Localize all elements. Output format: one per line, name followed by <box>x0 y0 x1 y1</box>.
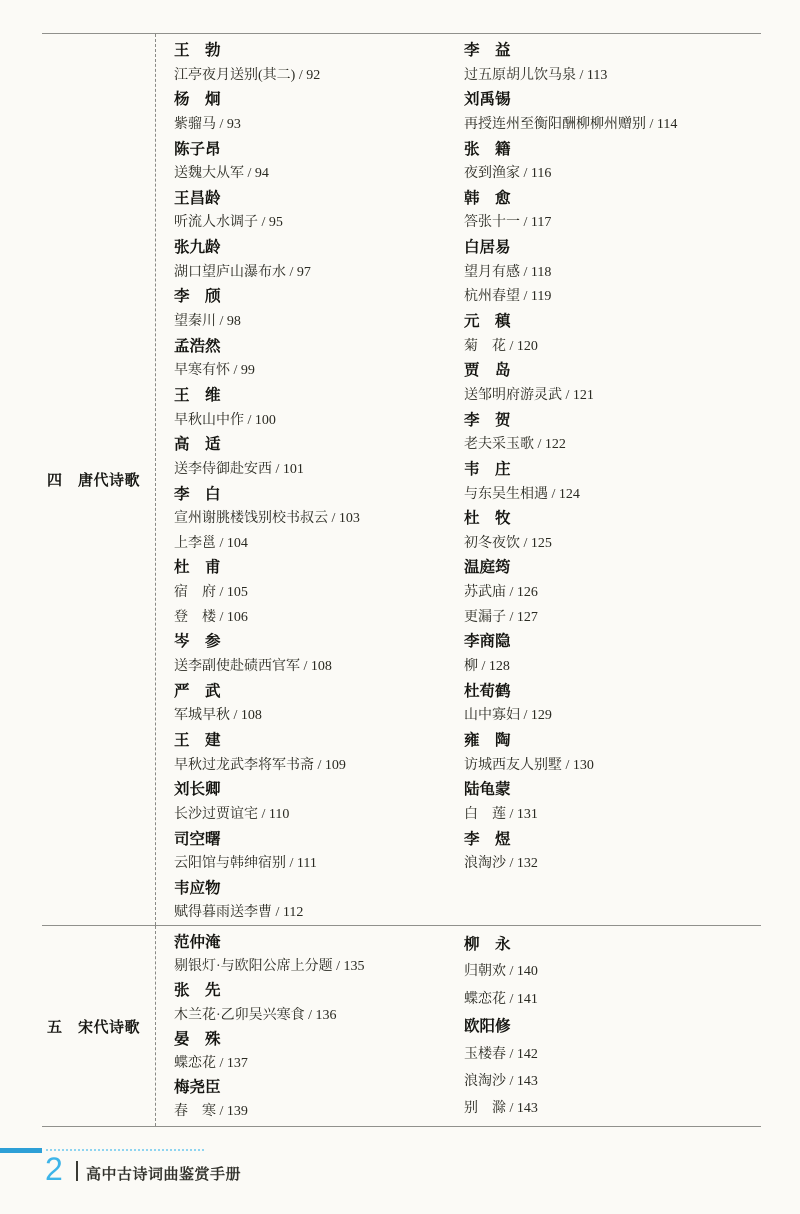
toc-poem-title: 送李侍御赴安西 / 101 <box>174 461 304 477</box>
table-of-contents <box>42 33 761 1127</box>
toc-poet-name: 王 建 <box>174 731 221 749</box>
toc-columns <box>156 926 761 1126</box>
section-tang-poetry <box>42 34 761 926</box>
toc-columns <box>156 34 761 925</box>
toc-poet-name: 张 先 <box>174 982 221 1000</box>
footer-dotted-line <box>46 1149 204 1151</box>
toc-poem-title: 浪淘沙 / 132 <box>464 856 538 872</box>
toc-poet-name: 范仲淹 <box>174 934 221 951</box>
toc-poem-title: 答张十一 / 117 <box>464 215 552 231</box>
toc-poem-title: 送邹明府游灵武 / 121 <box>464 387 594 403</box>
toc-poet-name: 温庭筠 <box>464 559 511 577</box>
page-number: 2 <box>45 1151 63 1187</box>
toc-poem-title: 玉楼春 / 142 <box>464 1046 538 1062</box>
toc-column-right <box>464 39 761 925</box>
toc-poet-name: 王昌龄 <box>174 189 221 207</box>
toc-poet-name: 司空曙 <box>174 830 221 848</box>
toc-poet-name: 李 贺 <box>464 411 511 429</box>
toc-poet-name: 张九龄 <box>174 239 221 257</box>
toc-poem-title: 访城西友人别墅 / 130 <box>464 757 594 773</box>
toc-poet-name: 李 益 <box>464 42 511 59</box>
toc-poet-name: 李 煜 <box>464 830 511 848</box>
toc-poem-title: 蝶恋花 / 141 <box>464 991 538 1007</box>
toc-poet-name: 元 稹 <box>464 313 511 331</box>
toc-poem-title: 与东吴生相遇 / 124 <box>464 486 580 502</box>
toc-poet-name: 王 维 <box>174 386 221 404</box>
toc-poem-title: 登 楼 / 106 <box>174 609 248 625</box>
toc-poet-name: 刘禹锡 <box>464 91 511 109</box>
toc-poet-name: 杜 牧 <box>464 510 511 528</box>
toc-poet-name: 白居易 <box>464 239 511 257</box>
toc-poet-name: 柳 永 <box>464 936 511 953</box>
toc-poem-title: 紫骝马 / 93 <box>174 116 241 132</box>
toc-poem-title: 听流人水调子 / 95 <box>174 215 283 231</box>
section-label-tang <box>42 34 156 925</box>
toc-poem-title: 别 滁 / 143 <box>464 1101 538 1117</box>
toc-poem-title: 早寒有怀 / 99 <box>174 363 255 379</box>
toc-column-left <box>174 931 464 1126</box>
toc-poem-title: 菊 花 / 120 <box>464 338 538 354</box>
toc-poet-name: 杜荀鹤 <box>464 682 511 700</box>
toc-poem-title: 初冬夜饮 / 125 <box>464 535 552 551</box>
toc-poem-title: 送魏大从军 / 94 <box>174 166 269 182</box>
toc-poem-title: 过五原胡儿饮马泉 / 113 <box>464 67 608 83</box>
toc-poem-title: 春 寒 / 139 <box>174 1104 248 1120</box>
toc-poet-name: 韩 愈 <box>464 189 511 207</box>
toc-poem-title: 蝶恋花 / 137 <box>174 1055 248 1071</box>
toc-poet-name: 杨 炯 <box>174 91 221 109</box>
toc-poem-title: 木兰花·乙卯吴兴寒食 / 136 <box>174 1007 337 1023</box>
toc-poem-title: 山中寡妇 / 129 <box>464 708 552 724</box>
toc-poem-title: 早秋山中作 / 100 <box>174 412 276 428</box>
book-title: 高中古诗词曲鉴赏手册 <box>86 1166 242 1183</box>
footer-accent-bar <box>0 1148 42 1153</box>
toc-poet-name: 韦 庄 <box>464 460 511 478</box>
toc-poet-name: 陈子昂 <box>174 140 221 158</box>
toc-poet-name: 杜 甫 <box>174 559 221 577</box>
toc-poem-title: 浪淘沙 / 143 <box>464 1073 538 1089</box>
toc-poet-name: 张 籍 <box>464 140 511 158</box>
toc-poet-name: 李 白 <box>174 485 221 503</box>
toc-poet-name: 晏 殊 <box>174 1030 221 1048</box>
toc-poet-name: 岑 参 <box>174 633 221 651</box>
toc-poem-title: 上李邕 / 104 <box>174 535 248 551</box>
toc-poet-name: 欧阳修 <box>464 1018 511 1036</box>
toc-poem-title: 宿 府 / 105 <box>174 585 248 601</box>
toc-poem-title: 苏武庙 / 126 <box>464 585 538 601</box>
toc-poet-name: 雍 陶 <box>464 731 511 749</box>
toc-poem-title: 剔银灯·与欧阳公席上分题 / 135 <box>174 959 365 975</box>
toc-poem-title: 望月有感 / 118 <box>464 264 552 280</box>
toc-poet-name: 贾 岛 <box>464 362 511 380</box>
toc-poem-title: 归朝欢 / 140 <box>464 964 538 980</box>
toc-poet-name: 韦应物 <box>174 879 221 897</box>
toc-poet-name: 刘长卿 <box>174 781 221 799</box>
toc-poem-title: 老夫采玉歌 / 122 <box>464 437 566 453</box>
toc-column-right <box>464 931 761 1126</box>
toc-poem-title: 湖口望庐山瀑布水 / 97 <box>174 264 311 280</box>
footer-separator <box>76 1161 78 1181</box>
toc-poem-title: 白 莲 / 131 <box>464 806 538 822</box>
toc-poem-title: 杭州春望 / 119 <box>464 289 552 305</box>
toc-poem-title: 更漏子 / 127 <box>464 609 538 625</box>
toc-poet-name: 孟浩然 <box>174 337 221 355</box>
toc-poet-name: 陆龟蒙 <box>464 781 511 799</box>
toc-poem-title: 长沙过贾谊宅 / 110 <box>174 806 290 822</box>
toc-poem-title: 夜到渔家 / 116 <box>464 166 552 182</box>
toc-poem-title: 军城早秋 / 108 <box>174 708 262 724</box>
toc-poem-title: 早秋过龙武李将军书斋 / 109 <box>174 757 346 773</box>
toc-poem-title: 赋得暮雨送李曹 / 112 <box>174 905 304 921</box>
toc-poem-title: 云阳馆与韩绅宿别 / 111 <box>174 856 317 872</box>
toc-poet-name: 王 勃 <box>174 42 221 59</box>
toc-poet-name: 李 颀 <box>174 288 221 306</box>
toc-poem-title: 望秦川 / 98 <box>174 314 241 330</box>
toc-poem-title: 江亭夜月送别(其二) / 92 <box>174 67 321 83</box>
section-song-poetry <box>42 926 761 1127</box>
toc-poem-title: 再授连州至衡阳酬柳柳州赠别 / 114 <box>464 116 678 132</box>
toc-poem-title: 柳 / 128 <box>464 659 510 675</box>
toc-poet-name: 李商隐 <box>464 633 511 651</box>
section-title: 四 唐代诗歌 <box>47 472 141 489</box>
section-label-song <box>42 926 156 1126</box>
toc-column-left <box>174 39 464 925</box>
section-title: 五 宋代诗歌 <box>47 1018 141 1036</box>
toc-poet-name: 高 适 <box>174 436 221 454</box>
toc-poem-title: 宣州谢朓楼饯别校书叔云 / 103 <box>174 511 360 527</box>
toc-poet-name: 梅尧臣 <box>174 1079 221 1097</box>
toc-poet-name: 严 武 <box>174 682 221 700</box>
toc-poem-title: 送李副使赴碛西官军 / 108 <box>174 659 332 675</box>
